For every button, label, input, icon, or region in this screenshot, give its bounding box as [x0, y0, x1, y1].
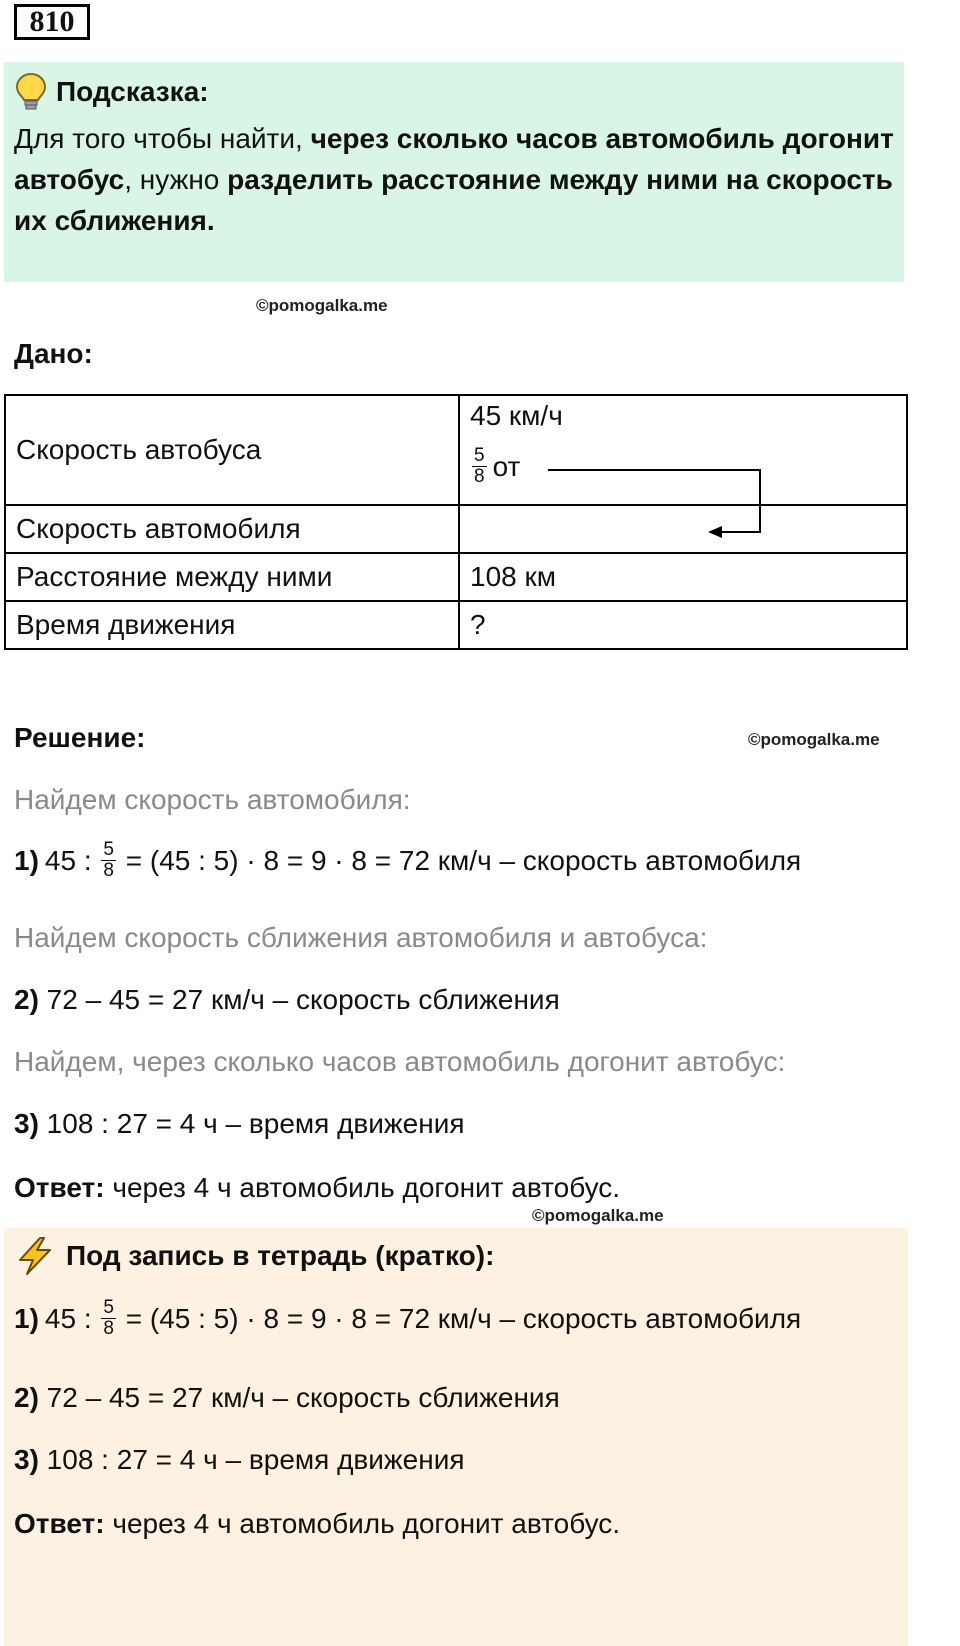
fraction-denominator: 8 [103, 1318, 114, 1339]
step-number: 1) [14, 844, 39, 876]
fraction-numerator: 5 [103, 839, 114, 860]
short-step-3 [14, 1444, 465, 1476]
table-cell-value: 108 км [459, 553, 907, 601]
short-answer-line [14, 1508, 620, 1540]
fraction-suffix: от [492, 450, 521, 482]
table-cell-label: Время движения [5, 601, 459, 649]
step-3 [14, 1108, 465, 1140]
answer-label: Ответ: [14, 1172, 105, 1203]
step-note: Найдем, через сколько часов автомобиль догонит автобус: [14, 1046, 786, 1077]
step-number: 1) [14, 1302, 39, 1334]
hint-text-bold: через сколько часов автомобиль догонит автобус [14, 123, 894, 195]
fraction [101, 840, 116, 881]
step-number: 2) [14, 984, 39, 1015]
table-cell-label: Расстояние между ними [5, 553, 459, 601]
answer-text: через 4 ч автомобиль догонит автобус. [104, 1172, 621, 1203]
step-text: 45 : [44, 1302, 100, 1334]
table-row [5, 601, 907, 649]
step-text: = (45 : 5) · 8 = 9 · 8 = 72 км/ч – скорость автомобиля [117, 1302, 802, 1334]
fraction [101, 1298, 116, 1339]
short-notation-box [4, 1228, 908, 1646]
given-title: Дано: [14, 338, 93, 369]
answer-text: через 4 ч автомобиль догонит автобус. [104, 1508, 621, 1539]
lightning-icon [14, 1236, 56, 1276]
fraction-of [470, 446, 520, 487]
table-cell-label: Скорость автомобиля [5, 505, 459, 553]
step-text: 108 : 27 = 4 ч – время движения [38, 1108, 465, 1139]
watermark: ©pomogalka.me [748, 730, 880, 749]
hint-title [14, 72, 209, 112]
fraction-denominator: 8 [103, 860, 114, 881]
hint-title-text: Подсказка: [56, 76, 209, 107]
fraction-denominator: 8 [474, 466, 485, 487]
step-text: 45 : [44, 844, 100, 876]
short-title [14, 1236, 494, 1276]
step-note: Найдем скорость сближения автомобиля и автобуса: [14, 922, 708, 953]
answer-line [14, 1172, 620, 1204]
fraction [472, 446, 487, 487]
hint-text-bold: разделить расстояние между ними на скорость их сближения. [14, 164, 893, 236]
step-number: 3) [14, 1444, 39, 1475]
solution-title: Решение: [14, 722, 146, 753]
lightbulb-icon [14, 72, 48, 112]
short-title-text: Под запись в тетрадь (кратко): [66, 1240, 495, 1271]
step-2 [14, 984, 560, 1016]
hint-text-part: Для того чтобы найти, [14, 123, 311, 154]
step-note: Найдем скорость автомобиля: [14, 784, 411, 815]
step-text: 72 – 45 = 27 км/ч – скорость сближения [38, 984, 560, 1015]
step-number: 3) [14, 1108, 39, 1139]
watermark: ©pomogalka.me [256, 296, 388, 315]
hint-text-part: , нужно [124, 164, 228, 195]
short-step-1 [14, 1298, 801, 1339]
answer-label: Ответ: [14, 1508, 105, 1539]
watermark: ©pomogalka.me [532, 1206, 664, 1225]
step-1 [14, 840, 801, 881]
table-row [5, 553, 907, 601]
step-text: = (45 : 5) · 8 = 9 · 8 = 72 км/ч – скорость автомобиля [117, 844, 802, 876]
fraction-numerator: 5 [474, 445, 485, 466]
table-cell-label: Скорость автобуса [5, 395, 459, 505]
short-step-2 [14, 1382, 560, 1414]
bus-speed-value: 45 км/ч [470, 400, 563, 431]
step-number: 2) [14, 1382, 39, 1413]
step-text: 72 – 45 = 27 км/ч – скорость сближения [38, 1382, 560, 1413]
fraction-numerator: 5 [103, 1297, 114, 1318]
step-text: 108 : 27 = 4 ч – время движения [38, 1444, 465, 1475]
task-number: 810 [14, 4, 90, 40]
relation-arrow-icon [540, 460, 780, 550]
hint-text [14, 118, 904, 241]
table-cell-value: ? [459, 601, 907, 649]
